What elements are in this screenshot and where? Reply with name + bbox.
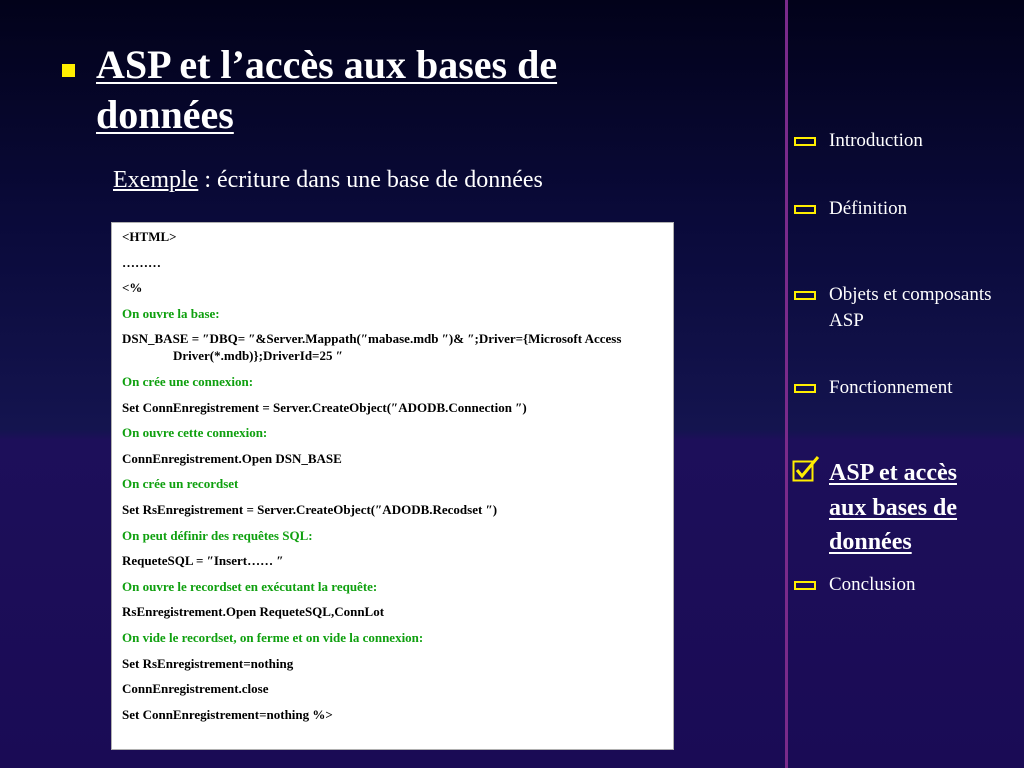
code-comment: On crée un recordset — [122, 476, 239, 491]
code-line: RequeteSQL = ″Insert…… ″ — [122, 553, 284, 568]
nav-item-label: Introduction — [829, 130, 923, 151]
code-comment: On crée une connexion: — [122, 374, 254, 389]
vertical-divider — [785, 0, 788, 768]
rectangle-bullet-icon — [794, 205, 816, 214]
nav-item-label-active: données — [829, 529, 912, 555]
code-line: ConnEnregistrement.close — [122, 681, 269, 696]
code-comment: On ouvre cette connexion: — [122, 425, 268, 440]
nav-item-label: ASP — [829, 310, 864, 331]
code-line: Set ConnEnregistrement=nothing %> — [122, 707, 333, 722]
nav-item-label: Conclusion — [829, 574, 916, 595]
code-comment: On peut définir des requêtes SQL: — [122, 528, 313, 543]
code-line: ……… — [122, 255, 161, 270]
slide-title: ASP et l’accès aux bases de données — [96, 42, 558, 137]
outline-nav — [792, 0, 1024, 768]
rectangle-bullet-icon — [794, 291, 816, 300]
code-line: RsEnregistrement.Open RequeteSQL,ConnLot — [122, 604, 385, 619]
code-line: <% — [122, 280, 143, 295]
code-line: ConnEnregistrement.Open DSN_BASE — [122, 451, 342, 466]
code-comment: On vide le recordset, on ferme et on vide la connexion: — [122, 630, 424, 645]
subtitle-link[interactable]: Exemple — [113, 167, 199, 193]
code-line: Set ConnEnregistrement = Server.CreateObject(″ADODB.Connection ″) — [122, 400, 527, 415]
slide-subtitle — [113, 167, 543, 194]
subtitle-text: : écriture dans une base de données — [198, 167, 543, 193]
rectangle-bullet-icon — [794, 384, 816, 393]
rectangle-bullet-icon — [794, 581, 816, 590]
nav-item-label-active: ASP et accès — [829, 460, 957, 486]
code-line: Driver(*.mdb)};DriverId=25 ″ — [173, 348, 343, 363]
code-line: <HTML> — [122, 229, 177, 244]
code-comment: On ouvre la base: — [122, 306, 220, 321]
code-line: Set RsEnregistrement = Server.CreateObject(″ADODB.Recodset ″) — [122, 502, 498, 517]
code-box — [111, 222, 674, 750]
nav-item-label: Définition — [829, 198, 908, 219]
rectangle-bullet-icon — [794, 137, 816, 146]
code-line: Set RsEnregistrement=nothing — [122, 656, 294, 671]
nav-item-label: Fonctionnement — [829, 377, 953, 398]
nav-item-label: Objets et composants — [829, 284, 992, 305]
code-comment: On ouvre le recordset en exécutant la requête: — [122, 579, 378, 594]
checkbox-checked-icon — [792, 456, 820, 482]
nav-item-label-active: aux bases de — [829, 495, 958, 521]
square-bullet-icon — [62, 64, 75, 77]
code-line: DSN_BASE = ″DBQ= ″&Server.Mappath(″mabase.mdb ″)& ″;Driver={Microsoft Access — [122, 331, 622, 346]
